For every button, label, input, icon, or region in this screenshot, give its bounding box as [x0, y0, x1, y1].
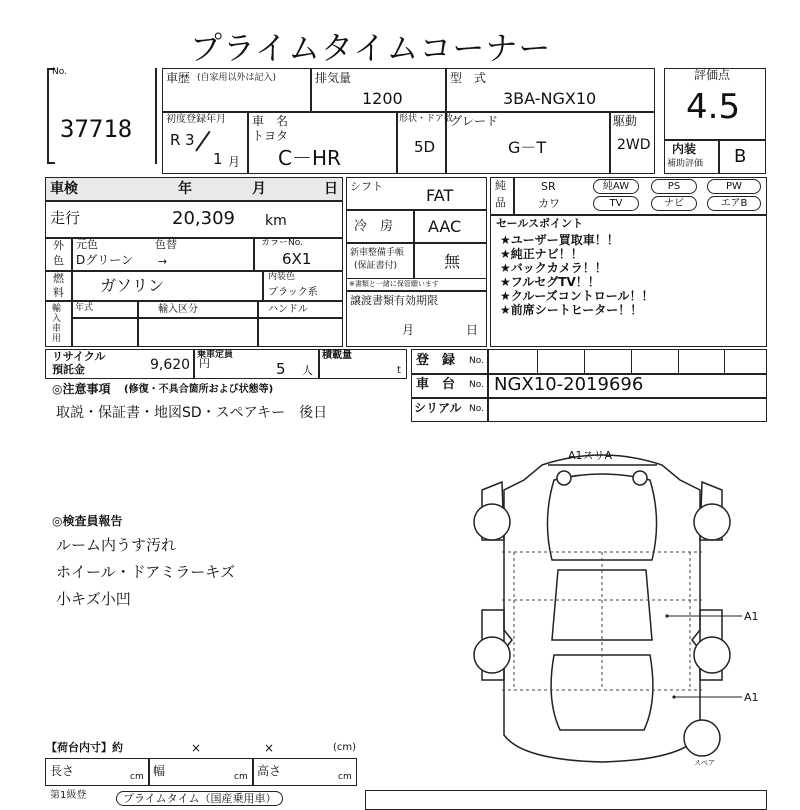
- car-maker: トヨタ: [252, 129, 289, 143]
- grade-label: グレード: [450, 114, 499, 128]
- model-type-value: 3BA-NGX10: [503, 89, 597, 108]
- cargo-x2: ×: [264, 741, 275, 755]
- load-label: 積載量: [322, 350, 352, 361]
- first-reg-era: R: [170, 131, 181, 149]
- footer-box: [365, 790, 767, 810]
- sales-point: ★クルーズコントロール！！: [500, 289, 654, 303]
- handle-label: ハンドル: [268, 304, 308, 315]
- manual-label: 新車整備手帳: [350, 248, 405, 258]
- cargo-length-label: 長さ: [50, 764, 75, 778]
- fuel-value: ガソリン: [100, 276, 165, 295]
- recycle-sub: 預託金: [52, 363, 85, 376]
- import-div-label: 輸入区分: [158, 304, 198, 315]
- inspector-line: ルーム内うす汚れ: [56, 536, 177, 554]
- manual-value: 無: [444, 252, 461, 271]
- equip-airbag: エアB: [707, 196, 761, 211]
- repaint-label: 色替: [155, 238, 177, 251]
- car-name-value: C－HR: [278, 146, 341, 170]
- equip-ps: PS: [651, 179, 697, 194]
- cargo-cm: cm: [234, 772, 248, 782]
- docs-expiry-month: 月: [402, 323, 415, 337]
- first-reg-year: 3: [185, 131, 195, 149]
- equip-navi: ナビ: [651, 196, 697, 211]
- diagram-top-label: A1スリA: [568, 449, 613, 462]
- sales-point: ★バックカメラ！！: [500, 261, 607, 275]
- registration-label: 登 録: [416, 353, 456, 368]
- mileage-value: 20,309: [172, 208, 235, 229]
- cargo-height-label: 高さ: [257, 764, 282, 778]
- notes-label: ◎注意事項: [52, 382, 111, 396]
- capacity-label: 乗車定員: [197, 350, 234, 360]
- inspector-line: ホイール・ドアミラーキズ: [56, 563, 235, 581]
- recycle-unit: 円: [199, 357, 210, 370]
- footer-prefix: 第1級登: [50, 790, 87, 801]
- cargo-width-label: 幅: [153, 764, 166, 778]
- fuel-side1: 燃: [53, 272, 64, 285]
- color-side1: 外: [53, 239, 64, 252]
- sales-point: ★前席シートヒーター！！: [500, 303, 643, 317]
- grade-value: G－T: [508, 138, 547, 157]
- sales-point: ★フルセグTV！！: [500, 275, 600, 289]
- displacement-label: 排気量: [315, 71, 352, 85]
- drive-value: 2WD: [617, 137, 651, 153]
- inspector-line: 小キズ小凹: [56, 590, 131, 608]
- inspection-label: 車検: [50, 181, 78, 197]
- footer-value: プライムタイム（国産乗用車）: [116, 791, 283, 806]
- aircon-label: 冷 房: [354, 219, 394, 234]
- arrow: →: [158, 255, 168, 268]
- import-year-label: 年式: [75, 303, 94, 313]
- inspector-label: ◎検査員報告: [52, 514, 123, 528]
- chassis-label: 車 台: [416, 377, 456, 392]
- car-name-label: 車 名: [252, 114, 289, 128]
- model-type-label: 型 式: [450, 71, 487, 85]
- equip-side1: 純: [495, 179, 506, 192]
- serial-no: No.: [469, 404, 484, 414]
- shift-label: シフト: [350, 180, 383, 193]
- sales-point: ★ユーザー買取車！！: [500, 233, 619, 247]
- equip-alloy: 純AW: [593, 179, 639, 194]
- interior-color-value: ブラック系: [268, 287, 318, 298]
- cargo-table: [45, 758, 357, 786]
- manual-sub: (保証書付): [354, 261, 398, 271]
- inspection-day: 日: [324, 181, 338, 197]
- interior-color-label: 内装色: [268, 272, 296, 282]
- inspection-year: 年: [178, 181, 192, 197]
- score-value: 4.5: [686, 87, 741, 127]
- chassis-value: NGX10-2019696: [494, 374, 644, 395]
- capacity-value: 5: [276, 360, 286, 378]
- history-label: 車歴: [166, 71, 191, 85]
- page-title: プライムタイムコーナー: [190, 29, 552, 67]
- inspection-month: 月: [252, 181, 266, 197]
- fuel-side2: 料: [53, 286, 64, 299]
- equip-tv: TV: [593, 196, 639, 211]
- color-code-value: 6X1: [282, 250, 312, 268]
- cargo-label: 【荷台内寸】約: [46, 741, 123, 754]
- chassis-no: No.: [469, 380, 484, 390]
- load-unit: t: [397, 365, 401, 376]
- first-reg-month-unit: 月: [228, 155, 241, 169]
- equip-pw: PW: [707, 179, 761, 194]
- displacement-value: 1200: [362, 89, 403, 108]
- notes-value: 取説・保証書・地図SD・スペアキー 後日: [56, 405, 328, 421]
- capacity-unit: 人: [302, 364, 313, 377]
- recycle-value: 9,620: [150, 357, 191, 373]
- orig-color-value: Dグリーン: [76, 253, 134, 267]
- shift-value: FAT: [426, 186, 454, 205]
- score-label: 評価点: [694, 68, 731, 82]
- doors-label: 形状・ドア数: [399, 114, 453, 124]
- equip-side2: 品: [495, 196, 506, 209]
- interior-label: 内装: [672, 142, 697, 156]
- diagram-spare: スペア: [694, 759, 715, 767]
- docs-expiry-day: 日: [466, 323, 479, 337]
- cargo-x1: ×: [191, 741, 202, 755]
- color-code-label: カラーNo.: [261, 238, 303, 248]
- first-reg-month: 1: [213, 150, 223, 168]
- sales-point: ★純正ナビ！！: [500, 247, 583, 261]
- interior-sub: 補助評価: [667, 159, 704, 169]
- manual-note: ※書類と一緒に保管願います: [349, 280, 439, 288]
- cargo-cm: cm: [338, 772, 352, 782]
- lot-number: 37718: [60, 115, 133, 143]
- doors-value: 5D: [414, 138, 436, 156]
- lot-label: No.: [52, 67, 67, 77]
- cargo-unit: (cm): [333, 742, 357, 753]
- docs-expiry-label: 譲渡書類有効期限: [350, 294, 438, 307]
- equip-leather: カワ: [538, 197, 560, 210]
- aircon-value: AAC: [428, 217, 462, 236]
- history-note: (自家用以外は記入): [197, 73, 277, 83]
- registration-no: No.: [469, 356, 484, 366]
- serial-label: シリアル: [414, 401, 462, 415]
- diagram-mark-a1: A1: [744, 610, 759, 623]
- equip-sr: SR: [541, 180, 556, 193]
- mileage-unit: km: [265, 213, 287, 229]
- import-side-label: 輸入車用: [52, 304, 62, 344]
- orig-color-label: 元色: [76, 238, 98, 251]
- diagram-mark-a1: A1: [744, 691, 759, 704]
- recycle-label: リサイクル: [52, 350, 106, 363]
- color-side2: 色: [53, 254, 64, 267]
- interior-value: B: [734, 146, 747, 167]
- car-diagram: [462, 440, 792, 780]
- mileage-label: 走行: [50, 209, 81, 227]
- first-reg-label: 初度登録年月: [166, 114, 226, 125]
- notes-sub: (修復・不具合箇所および状態等): [124, 384, 274, 395]
- drive-label: 駆動: [613, 114, 638, 128]
- sales-points-label: セールスポイント: [496, 217, 584, 230]
- cargo-cm: cm: [130, 772, 144, 782]
